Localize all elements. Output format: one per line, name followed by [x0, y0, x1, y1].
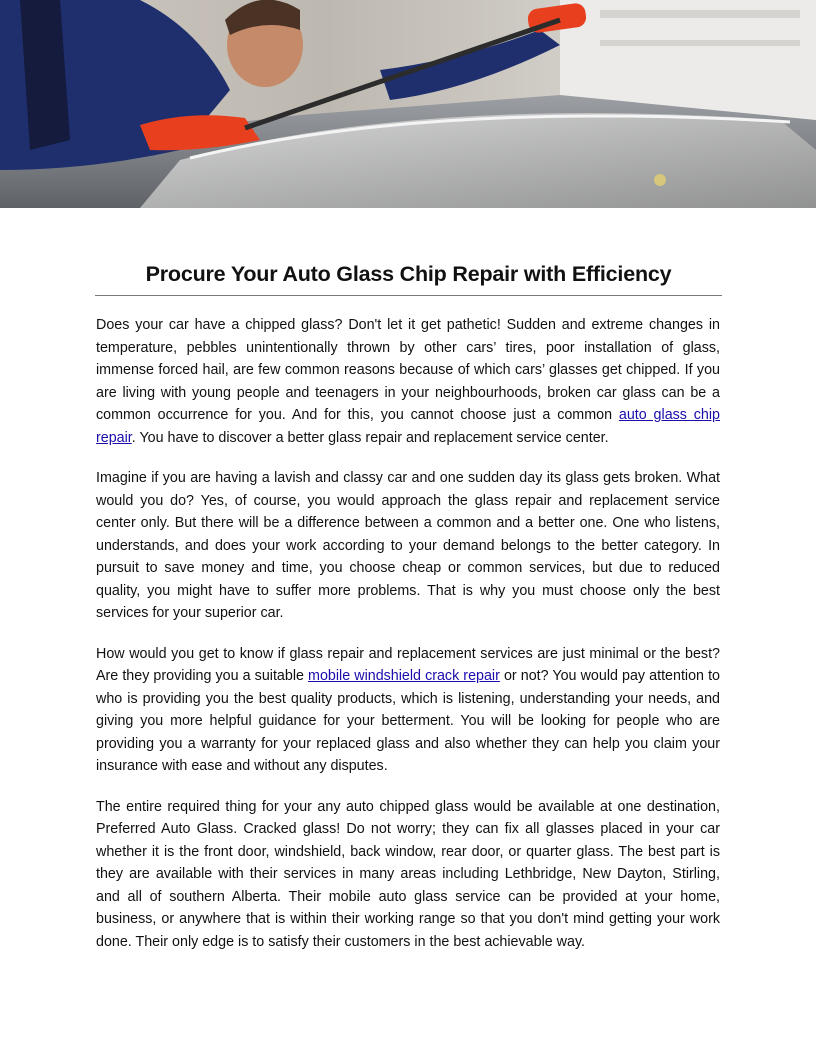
paragraph-4: The entire required thing for your any auto chipped glass would be available at one destination, Preferred Auto Glass. Cracked glass! Do not worry; they can fix all glasses placed in your car whether it is the front door, windshield, back window, rear door, or quarter glass. The best part is they are available with their services in many areas including Lethbridge, New Dayton, Stirling, and all of southern Alberta. Their mobile auto glass service can be provided at your home, business, or anywhere that is within their working range so that you don't mind getting your work done. Their only edge is to satisfy their customers in the best achievable way. [96, 798, 720, 950]
auto-glass-chip-repair-link[interactable]: auto glass chip repair [96, 407, 721, 446]
paragraph-1 [96, 314, 720, 449]
hero-image [0, 0, 816, 208]
mobile-windshield-crack-repair-link[interactable]: mobile windshield crack repair [308, 668, 500, 684]
technician-windshield-photo [0, 0, 816, 208]
title-divider [95, 295, 722, 296]
article-body [96, 314, 720, 971]
paragraph-1-text-after: . You have to discover a better glass repair and replacement service center. [131, 429, 609, 446]
paragraph-3-text-before: How would you get to know if glass repair and replacement services are just minimal or the best? Are they providing you a suitable [96, 645, 720, 684]
paragraph-3-text-after: or not? You would pay attention to who is providing you the best quality products, which is listening, understanding your needs, and giving you more helpful guidance for your betterment. You will be looking for people who are providing you a warranty for your replaced glass and also whether they can help you claim your insurance with ease and without any disputes. [96, 668, 721, 774]
paragraph-2: Imagine if you are having a lavish and classy car and one sudden day its glass gets broken. What would you do? Yes, of course, you would approach the glass repair and replacement service center only. But there will be a difference between a common and a better one. One who listens, understands, and does your work according to your demand belongs to the better category. In pursuit to save money and time, you choose cheap or common services, but due to reduced quality, you might have to suffer more problems. That is why you must choose only the best services for your superior car. [96, 470, 720, 621]
article-title: Procure Your Auto Glass Chip Repair with Efficiency [145, 262, 672, 286]
paragraph-1-text-before: Does your car have a chipped glass? Don't let it get pathetic! Sudden and extreme changes in temperature, pebbles unintentionally thrown by other cars’ tires, poor installation of glass, immense forced hail, are few common reasons because of which cars’ glasses get chipped. If you are living with young people and teenagers in your neighbourhoods, broken car glass can be a common occurrence for you. And for this, you cannot choose just a common [96, 317, 720, 423]
paragraph-3 [96, 643, 720, 778]
